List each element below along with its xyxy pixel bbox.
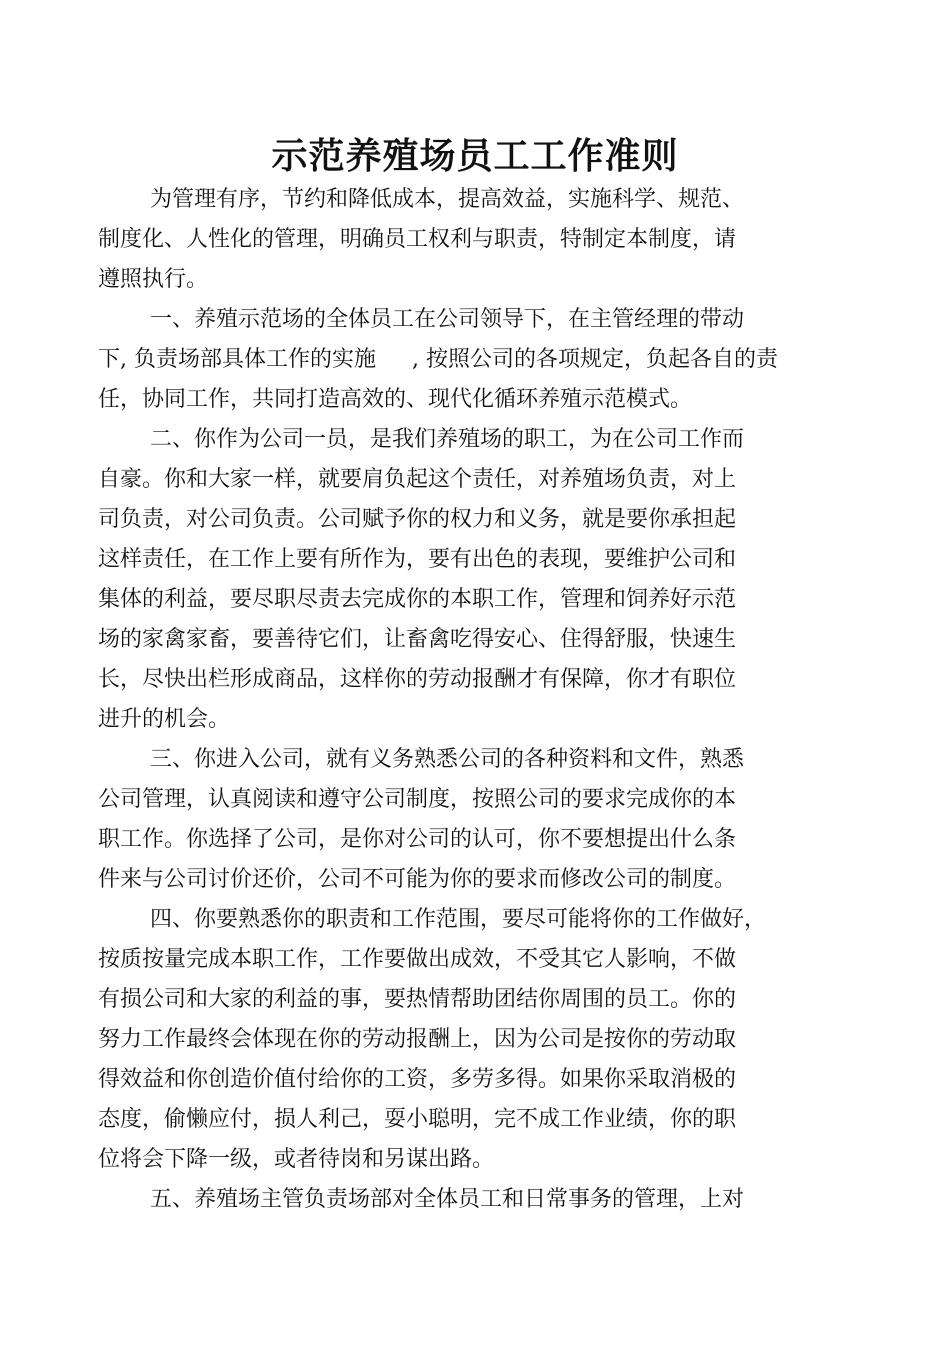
text-line: 按质按量完成本职工作，工作要做出成效，不受其它人影响，不做 [98, 947, 737, 972]
paragraph-intro [98, 180, 818, 300]
text-line: 位将会下降一级，或者待岗和另谋出路。 [98, 1147, 495, 1172]
document-body [98, 180, 818, 1220]
text-line: 制度化、人性化的管理，明确员工权利与职责，特制定本制度，请 [98, 227, 737, 252]
text-line: 四、你要熟悉你的职责和工作范围，要尽可能将你的工作做好， [150, 907, 767, 932]
text-line: 三、你进入公司，就有义务熟悉公司的各种资料和文件，熟悉 [150, 747, 745, 772]
text-line: 为管理有序，节约和降低成本，提高效益，实施科学、规范、 [150, 187, 745, 212]
text-line: 场的家禽家畜，要善待它们，让畜禽吃得安心、住得舒服，快速生 [98, 627, 737, 652]
text-line: 集体的利益，要尽职尽责去完成你的本职工作，管理和饲养好示范 [98, 587, 737, 612]
text-line: 职工作。你选择了公司，是你对公司的认可，你不要想提出什么条 [98, 827, 737, 852]
text-line: 得效益和你创造价值付给你的工资，多劳多得。如果你采取消极的 [98, 1067, 737, 1092]
text-line: 任，协同工作，共同打造高效的、现代化循环养殖示范模式。 [98, 387, 693, 412]
text-line: 进升的机会。 [98, 707, 231, 732]
text-line: 态度，偷懒应付，损人利己，耍小聪明，完不成工作业绩，你的职 [98, 1107, 737, 1132]
text-line: 努力工作最终会体现在你的劳动报酬上，因为公司是按你的劳动取 [98, 1027, 737, 1052]
paragraph-5 [98, 1180, 818, 1220]
document-title: 示范养殖场员工工作准则 [271, 135, 679, 178]
text-line: 一、养殖示范场的全体员工在公司领导下，在主管经理的带动 [150, 307, 745, 332]
text-line: 司负责，对公司负责。公司赋予你的权力和义务，就是要你承担起 [98, 507, 737, 532]
paragraph-2 [98, 420, 818, 740]
paragraph-1 [98, 300, 818, 420]
text-line: 二、你作为公司一员，是我们养殖场的职工，为在公司工作而 [150, 427, 745, 452]
text-line: 件来与公司讨价还价，公司不可能为你的要求而修改公司的制度。 [98, 867, 737, 892]
text-line: 五、养殖场主管负责场部对全体员工和日常事务的管理，上对 [150, 1187, 745, 1212]
text-line: 下, 负责场部具体工作的实施 , 按照公司的各项规定，负起各自的责 [98, 347, 778, 372]
text-line: 遵照执行。 [98, 267, 209, 292]
text-line: 有损公司和大家的利益的事，要热情帮助团结你周围的员工。你的 [98, 987, 737, 1012]
text-line: 公司管理，认真阅读和遵守公司制度，按照公司的要求完成你的本 [98, 787, 737, 812]
text-line: 自豪。你和大家一样，就要肩负起这个责任，对养殖场负责，对上 [98, 467, 737, 492]
text-line: 长，尽快出栏形成商品，这样你的劳动报酬才有保障，你才有职位 [98, 667, 737, 692]
text-line: 这样责任，在工作上要有所作为，要有出色的表现，要维护公司和 [98, 547, 737, 572]
paragraph-4 [98, 900, 818, 1180]
paragraph-3 [98, 740, 818, 900]
